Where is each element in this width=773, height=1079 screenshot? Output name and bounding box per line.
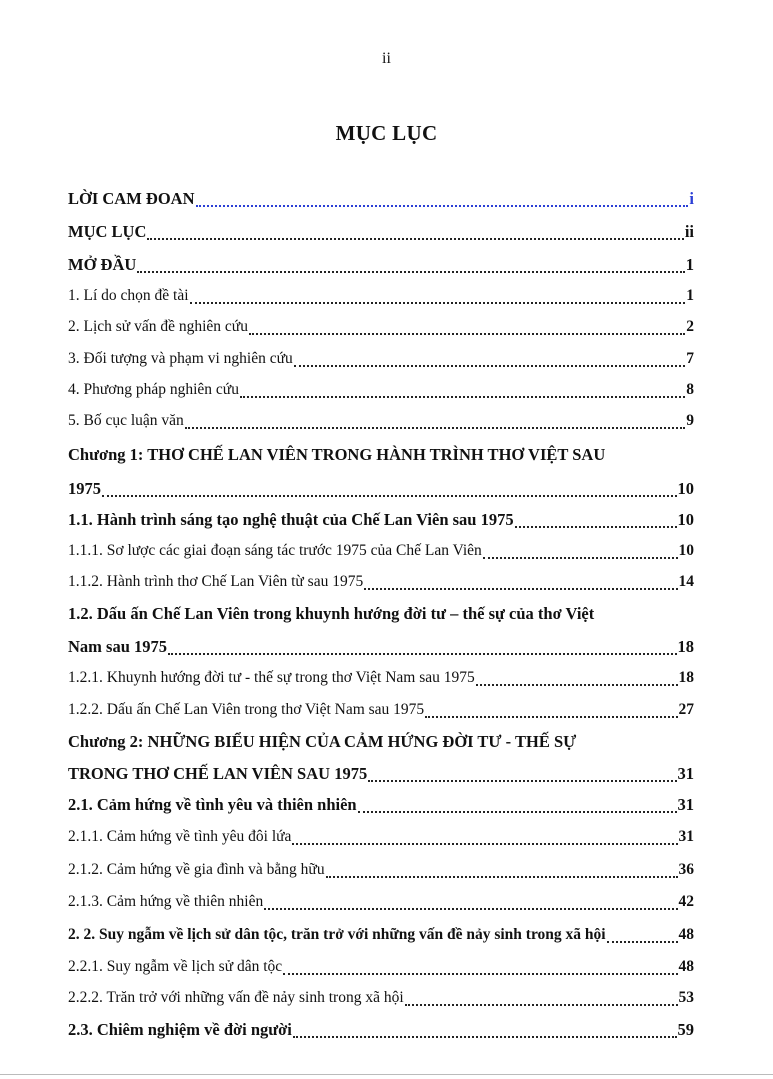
toc-entry-label: 2.3. Chiêm nghiệm về đời người [68, 1020, 292, 1039]
toc-entry[interactable] [68, 378, 694, 402]
toc-entry[interactable] [68, 1018, 694, 1042]
toc-entry-label: 2.2.1. Suy ngẫm về lịch sử dân tộc [68, 958, 283, 975]
dot-leader [283, 972, 677, 975]
toc-entry-page: 53 [678, 989, 694, 1006]
dot-leader [364, 587, 677, 590]
dot-leader [405, 1003, 678, 1006]
toc-entry-page: 9 [686, 412, 694, 429]
dot-leader [425, 715, 677, 718]
toc-entry-mo-dau[interactable] [68, 253, 694, 277]
dot-leader [294, 364, 686, 367]
toc-entry-page: 27 [678, 701, 694, 718]
dot-leader [326, 875, 678, 878]
toc-entry[interactable] [68, 508, 694, 532]
toc-entry-label: MỞ ĐẦU [68, 255, 137, 274]
toc-chapter-heading[interactable]: Chương 2: NHỮNG BIỂU HIỆN CỦA CẢM HỨNG ĐỜI TƯ - THẾ SỰ [68, 732, 577, 751]
toc-entry-label: 1.1. Hành trình sáng tạo nghệ thuật của Chế Lan Viên sau 1975 [68, 510, 514, 529]
dot-leader [515, 525, 677, 528]
page-title: MỤC LỤC [335, 121, 438, 145]
dot-leader [168, 652, 676, 655]
dot-leader [249, 332, 685, 335]
toc-entry-page: 36 [678, 861, 694, 878]
toc-entry[interactable] [68, 762, 694, 786]
toc-entry-page: 59 [677, 1020, 694, 1039]
dot-leader [264, 907, 677, 910]
toc-entry-label: 2.2.2. Trăn trở với những vấn đề nảy sinh trong xã hội [68, 989, 404, 1006]
dot-leader [196, 204, 689, 207]
toc-entry-label: 1975 [68, 479, 101, 498]
toc-entry-label: 1.2.1. Khuynh hướng đời tư - thế sự trong thơ Việt Nam sau 1975 [68, 669, 475, 686]
toc-entry-page: 18 [678, 669, 694, 686]
toc-entry-label: 5. Bố cục luận văn [68, 412, 184, 429]
dot-leader [292, 842, 677, 845]
toc-entry-label: 1.2.2. Dấu ấn Chế Lan Viên trong thơ Việt Nam sau 1975 [68, 701, 425, 718]
toc-entry[interactable] [68, 315, 694, 339]
toc-entry-page: 31 [677, 764, 694, 783]
toc-entry-label: 1. Lí do chọn đề tài [68, 287, 189, 304]
toc-entry-label: 2.1.1. Cảm hứng về tình yêu đôi lứa [68, 828, 292, 845]
toc-chapter-heading[interactable]: Chương 1: THƠ CHẾ LAN VIÊN TRONG HÀNH TRÌNH THƠ VIỆT SAU [68, 445, 606, 464]
dot-leader [607, 940, 678, 943]
dot-leader [102, 494, 677, 497]
toc-entry-label: TRONG THƠ CHẾ LAN VIÊN SAU 1975 [68, 764, 368, 783]
toc-entry[interactable] [68, 666, 694, 690]
toc-entry[interactable] [68, 698, 694, 722]
toc-entry-label: 3. Đối tượng và phạm vi nghiên cứu [68, 350, 293, 367]
toc-entry-page: 7 [686, 350, 694, 367]
toc-entry[interactable] [68, 539, 694, 563]
dot-leader [476, 683, 678, 686]
toc-entry[interactable] [68, 635, 694, 659]
dot-leader [358, 810, 677, 813]
toc-entry-label: 2.1. Cảm hứng về tình yêu và thiên nhiên [68, 795, 357, 814]
dot-leader [368, 779, 676, 782]
page-number: ii [382, 50, 391, 67]
toc-entry-page: i [689, 189, 694, 208]
toc-entry[interactable] [68, 409, 694, 433]
toc-entry-label: 1.1.1. Sơ lược các giai đoạn sáng tác trước 1975 của Chế Lan Viên [68, 542, 482, 559]
toc-entry-page: 10 [677, 479, 694, 498]
toc-entry-label: 2.1.2. Cảm hứng về gia đình và bằng hữu [68, 861, 325, 878]
toc-entry-page: 10 [678, 542, 694, 559]
toc-entry[interactable] [68, 477, 694, 501]
toc-entry-label: Nam sau 1975 [68, 637, 168, 656]
toc-entry-page: 18 [677, 637, 694, 656]
toc-entry-page: 31 [677, 795, 694, 814]
dot-leader [137, 270, 684, 273]
toc-entry[interactable] [68, 347, 694, 371]
toc-entry[interactable] [68, 986, 694, 1010]
toc-entry-label: 2.1.3. Cảm hứng về thiên nhiên [68, 893, 264, 910]
toc-entry-page: 14 [678, 573, 694, 590]
toc-entry-label: 2. 2. Suy ngẫm về lịch sử dân tộc, trăn trở với những vấn đề nảy sinh trong xã hội [68, 926, 606, 943]
toc-entry-page: 48 [678, 926, 694, 943]
toc-entry-page: ii [684, 222, 694, 241]
dot-leader [190, 301, 686, 304]
dot-leader [185, 426, 685, 429]
toc-entry[interactable] [68, 284, 694, 308]
toc-entry-page: 48 [678, 958, 694, 975]
toc-entry-muc-luc[interactable] [68, 220, 694, 244]
toc-entry-label: 2. Lịch sử vấn đề nghiên cứu [68, 318, 248, 335]
toc-entry-label: MỤC LỤC [68, 222, 147, 241]
toc-entry[interactable] [68, 793, 694, 817]
toc-entry[interactable] [68, 923, 694, 947]
dot-leader [240, 395, 685, 398]
toc-entry-page: 2 [686, 318, 694, 335]
toc-entry-page: 8 [686, 381, 694, 398]
toc-entry-page: 10 [677, 510, 694, 529]
toc-entry-page: 31 [678, 828, 694, 845]
toc-entry-page: 42 [678, 893, 694, 910]
toc-entry[interactable] [68, 858, 694, 882]
toc-entry-label: 1.1.2. Hành trình thơ Chế Lan Viên từ sau 1975 [68, 573, 364, 590]
dot-leader [483, 556, 678, 559]
dot-leader [293, 1035, 677, 1038]
toc-entry-label: LỜI CAM ĐOAN [68, 189, 195, 208]
toc-entry[interactable] [68, 955, 694, 979]
toc-entry[interactable] [68, 890, 694, 914]
toc-section-heading[interactable]: 1.2. Dấu ấn Chế Lan Viên trong khuynh hướng đời tư – thế sự của thơ Việt [68, 604, 595, 623]
toc-entry[interactable] [68, 570, 694, 594]
toc-entry-page: 1 [685, 255, 694, 274]
toc-entry-loi-cam-doan[interactable] [68, 187, 694, 211]
toc-entry-page: 1 [686, 287, 694, 304]
toc-entry[interactable] [68, 825, 694, 849]
toc-entry-label: 4. Phương pháp nghiên cứu [68, 381, 239, 398]
dot-leader [147, 237, 683, 240]
page-bottom-edge [0, 1074, 773, 1075]
